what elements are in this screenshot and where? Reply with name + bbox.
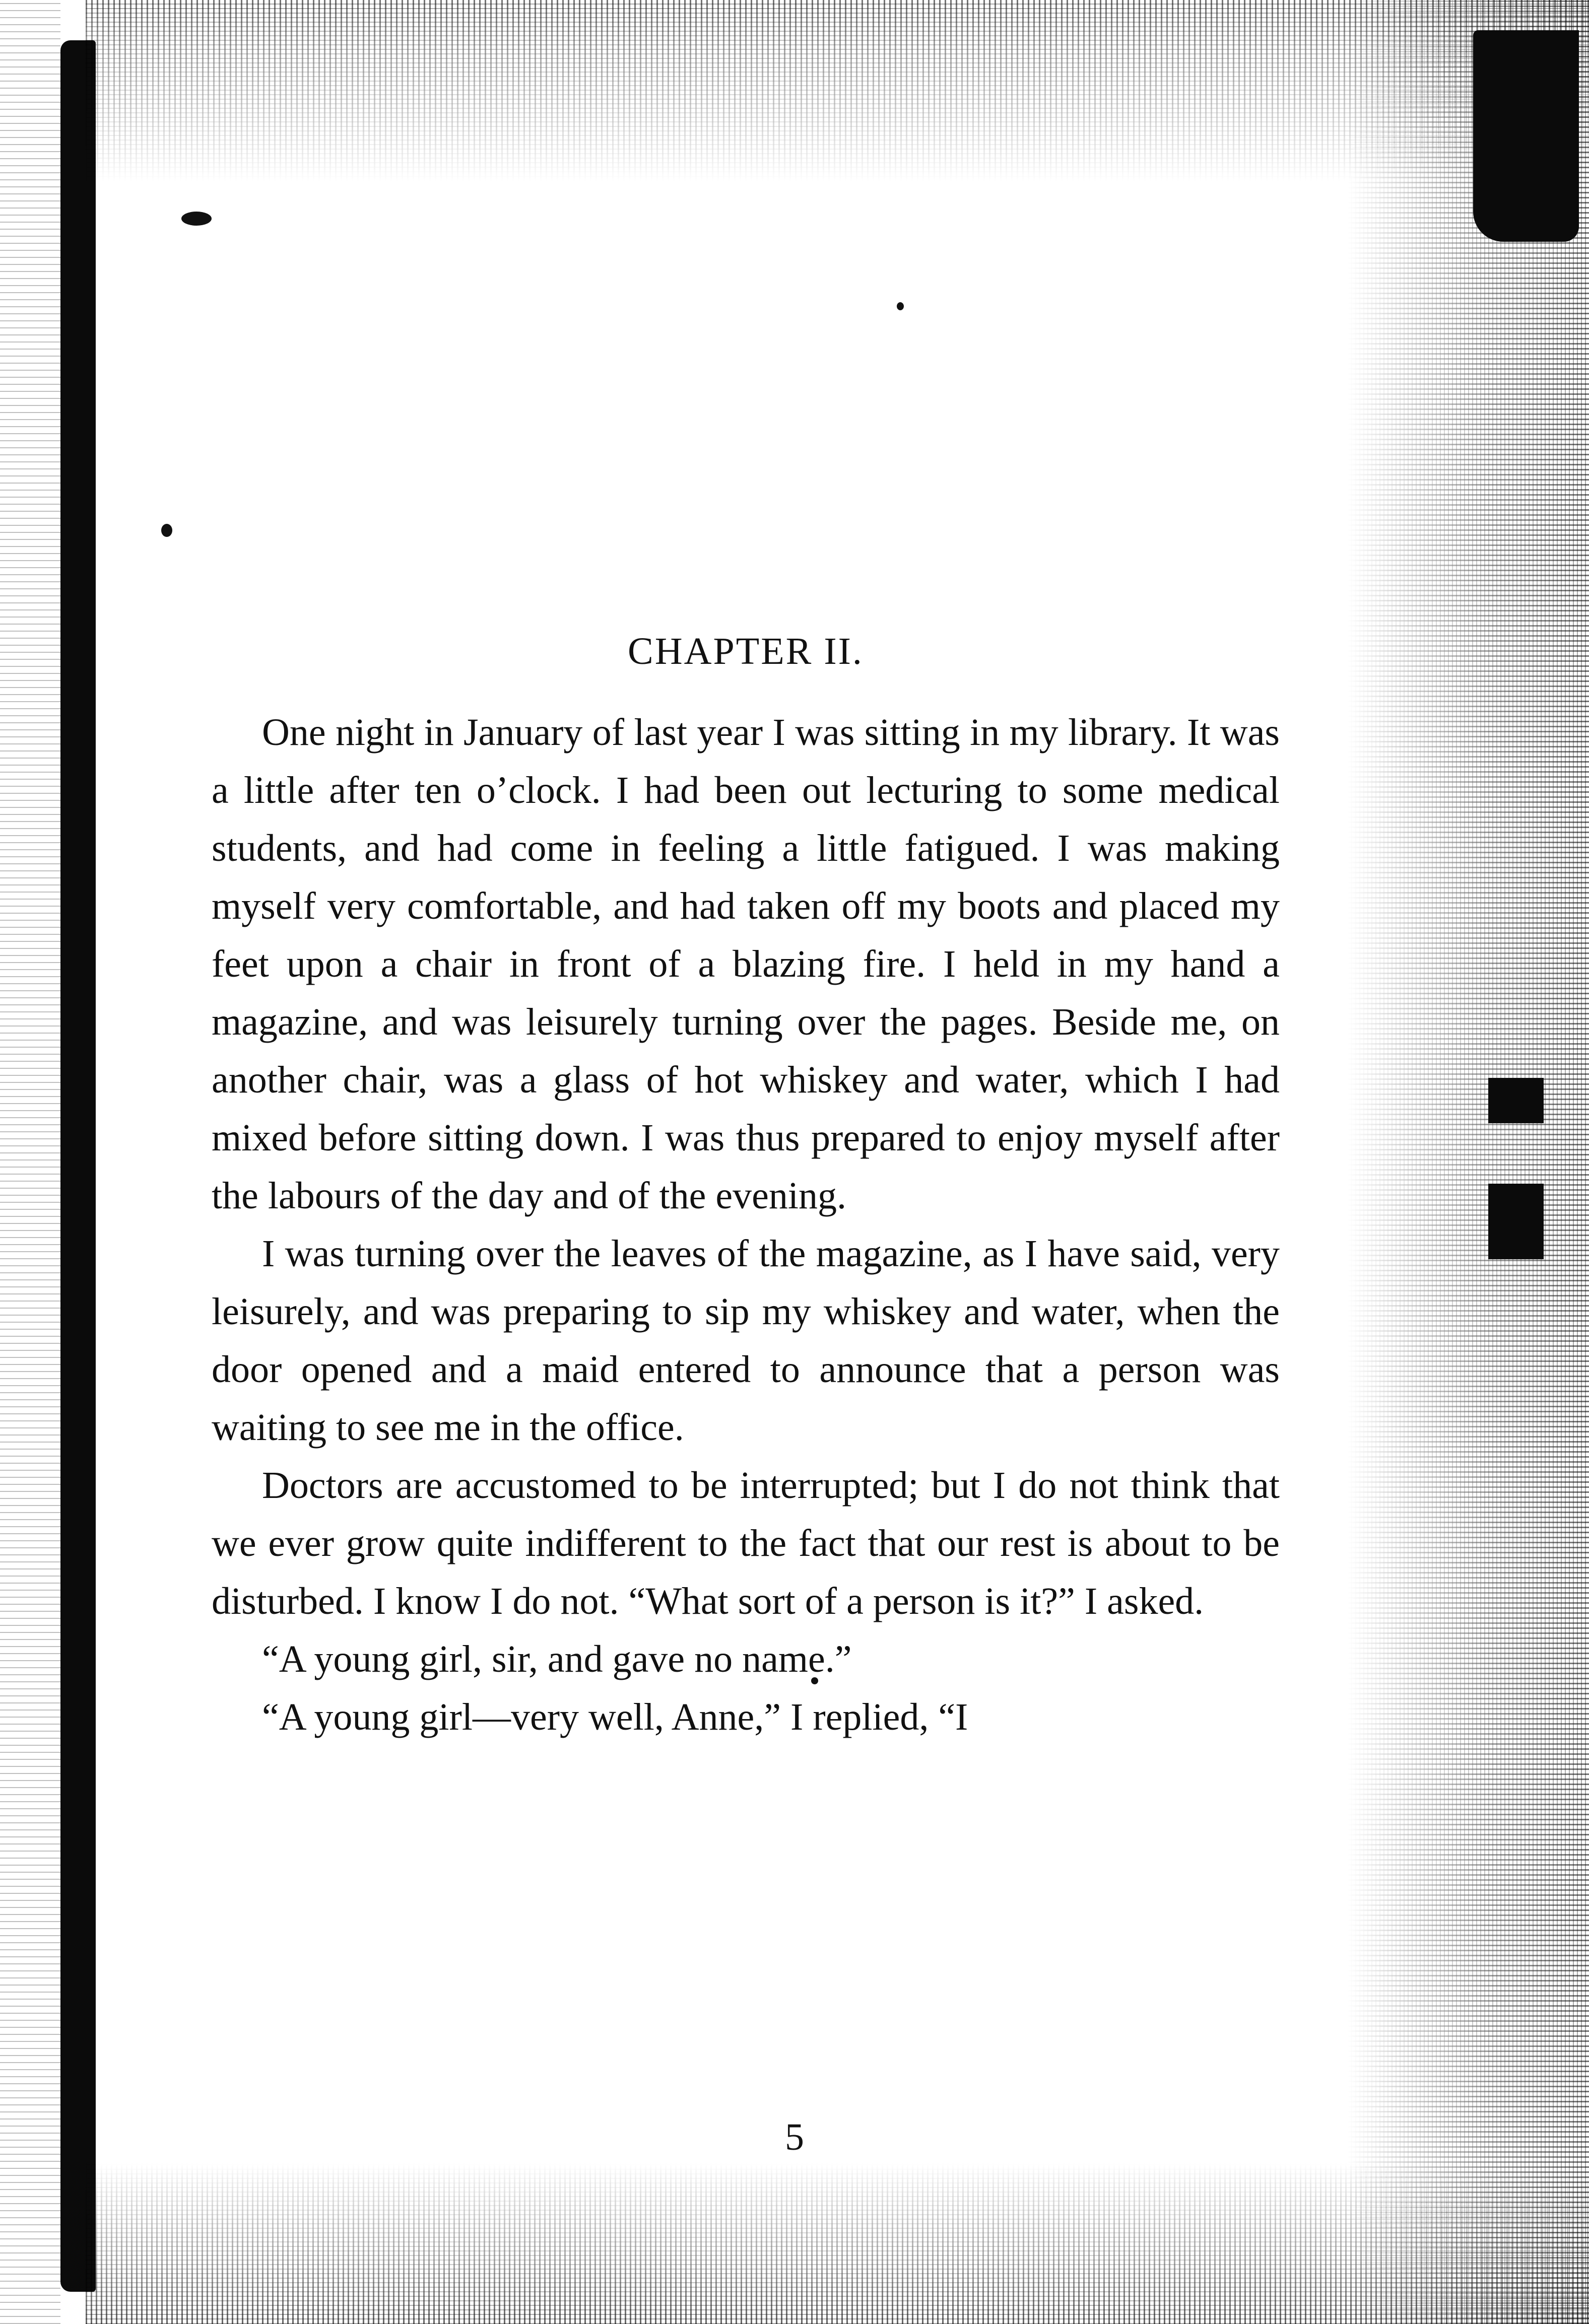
page-text: [212, 630, 1280, 1746]
paragraph: “A young girl—very well, Anne,” I replied, “I: [262, 1696, 968, 1738]
corner-ink-blot: [1473, 30, 1579, 242]
ink-speck: [161, 524, 172, 537]
chapter-heading: CHAPTER II.: [628, 630, 864, 672]
paragraph: I was turning over the leaves of the magazine, as I have said, very leisurely, and was preparing to sip my whiskey and water, when the door opened and a maid entered to announce that a person was waiting to see me in the office.: [212, 1233, 1280, 1449]
paragraph: “A young girl, sir, and gave no name.”: [262, 1638, 852, 1680]
paragraph: Doctors are accustomed to be interrupted; but I do not think that we ever grow quite indifferent to the fact that our rest is about to be disturbed. I know I do not. “What sort of a person is it?” I asked.: [212, 1464, 1280, 1622]
edge-ink-mark: [1488, 1078, 1544, 1123]
right-edge-noise: [1347, 0, 1589, 2324]
ink-speck: [181, 212, 212, 226]
left-margin-noise: [0, 0, 60, 2324]
bottom-edge-noise: [86, 2163, 1589, 2324]
binding-shadow: [60, 40, 96, 2292]
page-number: 5: [785, 2116, 804, 2158]
paragraph: One night in January of last year I was sitting in my library. It was a little after ten o’clock. I had been out lecturing to some medical students, and had come in feeling a little fatigued. I was making myself very comfortable, and had taken off my boots and placed my feet upon a chair in front of a blazing fire. I held in my hand a magazine, and was leisurely turning over the pages. Beside me, on another chair, was a glass of hot whiskey and water, which I had mixed before sitting down. I was thus prepared to enjoy myself after the labours of the day and of the evening.: [212, 711, 1280, 1217]
edge-ink-mark: [1488, 1184, 1544, 1259]
ink-speck: [897, 302, 904, 310]
